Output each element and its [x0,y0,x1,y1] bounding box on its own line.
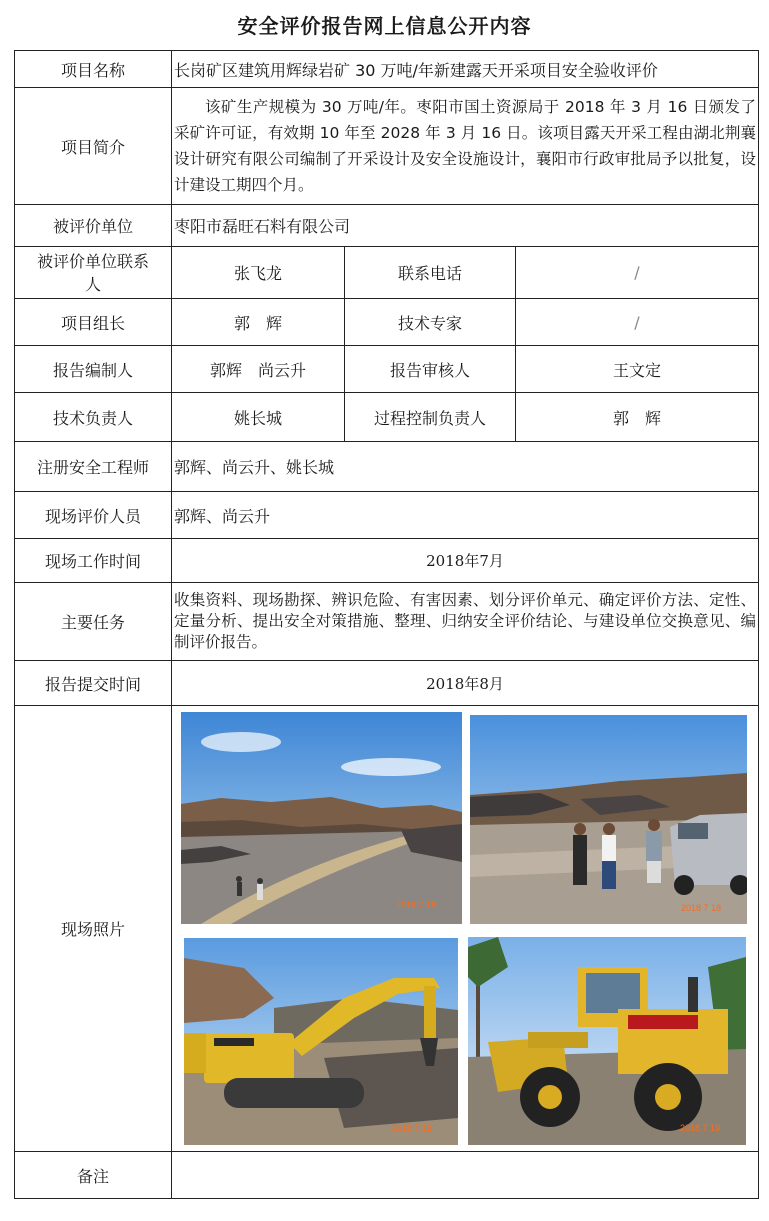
phone-label: 联系电话 [345,247,516,299]
row-site-work-time [15,539,759,583]
remarks-value [172,1152,759,1199]
row-contact [15,247,759,299]
row-site-evaluators [15,492,759,539]
tech-lead-label: 技术负责人 [15,393,172,442]
report-submit-time-label: 报告提交时间 [15,661,172,706]
photo-date-stamp: 2018 7 18 [680,902,721,913]
main-tasks-value: 收集资料、现场勘探、辨识危险、有害因素、划分评价单元、确定评价方法、定性、定量分析、提出安全对策措施、整理、归纳安全评价结论、与建设单位交换意见、编制评价报告。 [172,583,759,661]
row-report-author [15,346,759,393]
site-photos-label: 现场照片 [15,706,172,1152]
site-photo-quarry-overview [181,712,462,924]
row-main-tasks [15,583,759,661]
photo-date-stamp: 2018 7 18 [395,899,436,910]
site-photo-excavator [184,938,458,1145]
site-photos-cell [172,706,759,1152]
site-evaluators-value: 郭辉、尚云升 [172,492,759,539]
reviewer-value: 王文定 [516,346,759,393]
contact-value: 张飞龙 [172,247,345,299]
report-author-value: 郭辉 尚云升 [172,346,345,393]
row-site-photos [15,706,759,1152]
site-photo-wheel-loader [468,937,746,1145]
main-tasks-label: 主要任务 [15,583,172,661]
page-title: 安全评价报告网上信息公开内容 [237,14,532,38]
photo-date-stamp: 2018 7 18 [391,1122,432,1133]
row-evaluated-unit [15,205,759,247]
project-intro-value: 该矿生产规模为 30 万吨/年。枣阳市国土资源局于 2018 年 3 月 16 日颁发了采矿许可证，有效期 10 年至 2028 年 3 月 16 日。该项目露天开采工程由湖北荆襄设计研究有限公司编制了开采设计及安全设施设计，襄阳市行政审批局予以批复，设计建设工期四个月。 [174,98,756,194]
site-evaluators-label: 现场评价人员 [15,492,172,539]
project-name-label: 项目名称 [15,51,172,88]
report-submit-time-value: 2018年8月 [172,661,759,706]
row-project-intro [15,88,759,205]
row-remarks [15,1152,759,1199]
evaluated-unit-value: 枣阳市磊旺石料有限公司 [172,205,759,247]
tech-lead-value: 姚长城 [172,393,345,442]
safety-engineers-value: 郭辉、尚云升、姚长城 [172,442,759,492]
site-work-time-value: 2018年7月 [172,539,759,583]
row-safety-engineers [15,442,759,492]
project-intro-label: 项目简介 [15,88,172,205]
process-control-label: 过程控制负责人 [345,393,516,442]
site-work-time-label: 现场工作时间 [15,539,172,583]
contact-label: 被评价单位联系人 [15,247,172,299]
team-leader-label: 项目组长 [15,299,172,346]
evaluated-unit-label: 被评价单位 [15,205,172,247]
row-project-name [15,51,759,88]
tech-expert-label: 技术专家 [345,299,516,346]
report-author-label: 报告编制人 [15,346,172,393]
process-control-value: 郭 辉 [516,393,759,442]
tech-expert-value: / [516,299,759,346]
photo-date-stamp: 2018 7 19 [679,1122,720,1133]
phone-value: / [516,247,759,299]
photo-grid [172,707,758,1151]
row-tech-lead [15,393,759,442]
site-photo-inspection-team [470,715,747,924]
row-report-submit-time [15,661,759,706]
row-team-leader [15,299,759,346]
reviewer-label: 报告审核人 [345,346,516,393]
safety-engineers-label: 注册安全工程师 [15,442,172,492]
team-leader-value: 郭 辉 [172,299,345,346]
project-name-value: 长岗矿区建筑用辉绿岩矿 30 万吨/年新建露天开采项目安全验收评价 [172,51,759,88]
info-table [14,50,759,1199]
remarks-label: 备注 [15,1152,172,1199]
project-intro-cell [172,88,759,205]
